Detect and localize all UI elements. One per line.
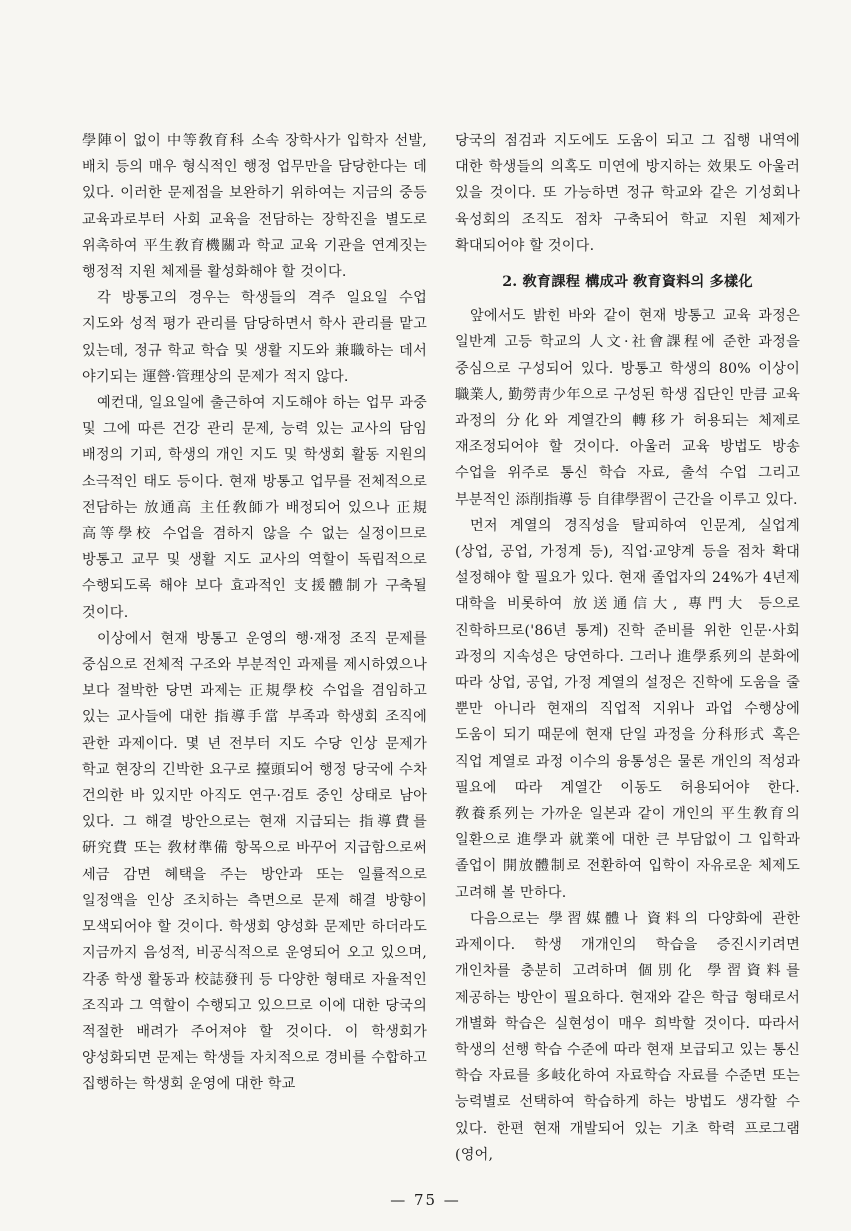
- body-paragraph: 學陣이 없이 中等敎育科 소속 장학사가 입학자 선발, 배치 등의 매우 형식적인 행정 업무만을 담당한다는 데 있다. 이러한 문제점을 보완하기 위하여는 지금의 중등 교육과로부터 사회 교육을 전담하는 장학진을 별도로 위촉하여 平生敎育機關과 학교 교육 기관을 연계짓는 행정적 지원 체제를 활성화해야 할 것이다.: [82, 133, 427, 281]
- left-column: [82, 128, 427, 1098]
- section-heading: 2. 敎育課程 構成과 敎育資料의 多樣化: [502, 274, 753, 291]
- body-paragraph: 예컨대, 일요일에 출근하여 지도해야 하는 업무 과중 및 그에 따른 건강 관리 문제, 능력 있는 교사의 담임 배정의 기피, 학생의 개인 지도 및 학생회 활동 지원의 소극적인 태도 등이다. 현재 방통고 업무를 전체적으로 전담하는 放通高 主任敎師가 배정되어 있으나 正規 高等學校 수업을 겸하지 않을 수 없는 실정이므로 방통고 교무 및 생활 지도 교사의 역할이 독립적으로 수행되도록 해야 보다 효과적인 支援體制가 구축될 것이다.: [82, 395, 427, 621]
- body-paragraph: 다음으로는 學習媒體나 資料의 다양화에 관한 과제이다. 학생 개개인의 학습을 증진시키려면 개인차를 충분히 고려하며 個別化 學習資料를 제공하는 방안이 필요하다. 현재와 같은 학급 형태로서 개별화 학습은 실현성이 매우 희박할 것이다. 따라서 학생의 선행 학습 수준에 따라 현재 보급되고 있는 통신 학습 자료를 多岐化하여 자료학습 자료를 수준면 또는 능력별로 선택하여 학습하게 하는 방법도 생각할 수 있다. 한편 현재 개발되어 있는 기초 학력 프로그램(영어,: [455, 910, 800, 1163]
- body-paragraph: 각 방통고의 경우는 학생들의 격주 일요일 수업 지도와 성적 평가 관리를 담당하면서 학사 관리를 맡고 있는데, 정규 학교 학습 및 생활 지도와 兼職하는 데서 야기되는 運營·管理상의 문제가 적지 않다.: [82, 290, 427, 385]
- right-column: [455, 128, 800, 1168]
- body-paragraph: 당국의 점검과 지도에도 도움이 되고 그 집행 내역에 대한 학생들의 의혹도 미연에 방지하는 效果도 아울러 있을 것이다. 또 가능하면 정규 학교와 같은 기성회나 육성회의 조직도 점차 구축되어 학교 지원 체제가 확대되어야 할 것이다.: [455, 133, 800, 254]
- body-paragraph: 먼저 계열의 경직성을 탈피하여 인문계, 실업계(상업, 공업, 가정계 등), 직업·교양계 등을 점차 확대 설정해야 할 필요가 있다. 현재 졸업자의 24%가 4년제 대학을 비롯하여 放送通信大, 專門大 등으로 진학하므로('86년 통계) 진학 준비를 위한 인문·사회 과정의 지속성은 당연하다. 그러나 進學系列의 분화에 따라 상업, 공업, 가정 계열의 설정은 진학에 도움을 줄 뿐만 아니라 현재의 직업적 지위나 과업 수행상에 도움이 되기 때문에 현재 단일 과정을 分科形式 혹은 직업 계열로 과정 이수의 융통성은 물론 개인의 적성과 필요에 따라 계열간 이동도 허용되어야 한다. 敎養系列는 가까운 일본과 같이 개인의 平生敎育의 일환으로 進學과 就業에 대한 큰 부담없이 그 입학과 졸업이 開放體制로 전환하여 입학이 자유로운 체제도 고려해 볼 만하다.: [455, 517, 800, 901]
- page-number: — 75 —: [390, 1191, 461, 1209]
- body-paragraph: 이상에서 현재 방통고 운영의 행·재정 조직 문제를 중심으로 전체적 구조와 부분적인 과제를 제시하였으나 보다 절박한 당면 과제는 正規學校 수업을 겸임하고 있는 교사들에 대한 指導手當 부족과 학생회 조직에 관한 과제이다. 몇 년 전부터 지도 수당 인상 문제가 학교 현장의 긴박한 요구로 擡頭되어 행정 당국에 수차 건의한 바 있지만 아직도 연구·검토 중인 상태로 남아 있다. 그 해결 방안으로는 현재 지급되는 指導費를 硏究費 또는 敎材準備 항목으로 바꾸어 지급함으로써 세금 감면 혜택을 주는 방안과 또는 일률적으로 일정액을 인상 조치하는 측면으로 문제 해결 방향이 모색되어야 할 것이다. 학생회 양성화 문제만 하더라도 지금까지 음성적, 비공식적으로 운영되어 오고 있으며, 각종 학생 활동과 校誌發刊 등 다양한 형태로 자율적인 조직과 그 역할이 수행되고 있으므로 이에 대한 당국의 적절한 배려가 주어져야 할 것이다. 이 학생회가 양성화되면 문제는 학생들 자치적으로 경비를 수합하고 집행하는 학생회 운영에 대한 학교: [82, 630, 427, 1093]
- body-paragraph: 앞에서도 밝힌 바와 같이 현재 방통고 교육 과정은 일반계 고등 학교의 人文·社會課程에 준한 과정을 중심으로 구성되어 있다. 방통고 학생의 80% 이상이 職業人, 勤勞靑少年으로 구성된 학생 집단인 만큼 교육 과정의 分化와 계열간의 轉移가 허용되는 체제로 재조정되어야 할 것이다. 아울러 교육 방법도 방송 수업을 위주로 통신 학습 자료, 출석 수업 그리고 부분적인 添削指導 등 自律學習이 근간을 이루고 있다.: [455, 308, 800, 508]
